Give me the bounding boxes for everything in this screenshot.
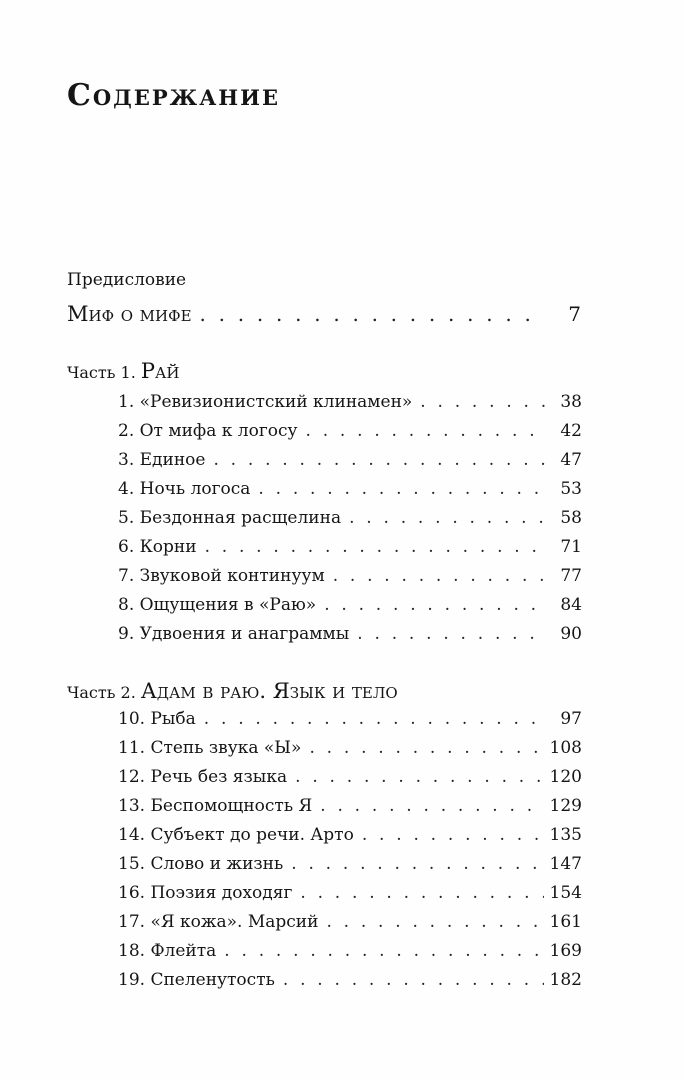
- toc-entry-title: 8. Ощущения в «Раю»: [118, 595, 317, 615]
- dot-leader: [357, 620, 546, 649]
- toc-entry-page: 71: [560, 537, 582, 557]
- toc-entry-title: 10. Рыба: [118, 709, 196, 729]
- toc-entry[interactable]: [118, 763, 582, 792]
- toc-entry-title: 4. Ночь логоса: [118, 479, 251, 499]
- toc-entry-page: 120: [549, 767, 582, 787]
- toc-entry-page: 169: [549, 941, 582, 961]
- toc-entry-page: 58: [560, 508, 582, 528]
- dot-leader: [204, 705, 546, 734]
- toc-entry[interactable]: [118, 475, 582, 504]
- toc-entry-title: Миф о мифе: [67, 302, 192, 326]
- toc-entry-title: 6. Корни: [118, 537, 197, 557]
- dot-leader: [324, 591, 546, 620]
- dot-leader: [213, 446, 546, 475]
- toc-entry[interactable]: [118, 908, 582, 937]
- toc-entry[interactable]: [118, 879, 582, 908]
- toc-entry-page: 129: [549, 796, 582, 816]
- dot-leader: [309, 734, 543, 763]
- dot-leader: [349, 504, 546, 533]
- toc-entry-page: 108: [549, 738, 582, 758]
- toc-entry-title: 17. «Я кожа». Марсий: [118, 912, 319, 932]
- dot-leader: [200, 300, 545, 329]
- part-heading-1: [67, 356, 179, 388]
- toc-entry[interactable]: [118, 446, 582, 475]
- part-label: Часть 2.: [67, 683, 136, 702]
- toc-entry-page: 47: [560, 450, 582, 470]
- toc-entry-page: 42: [560, 421, 582, 441]
- toc-entry[interactable]: [118, 591, 582, 620]
- toc-entry-page: 53: [560, 479, 582, 499]
- toc-entry-title: 19. Спеленутость: [118, 970, 275, 990]
- toc-entry-page: 182: [549, 970, 582, 990]
- toc-entry-title: 11. Степь звука «Ы»: [118, 738, 302, 758]
- toc-entry-title: 5. Бездонная расщелина: [118, 508, 342, 528]
- toc-entry-page: 161: [549, 912, 582, 932]
- toc-entry[interactable]: [118, 821, 582, 850]
- toc-entry[interactable]: [118, 937, 582, 966]
- dot-leader: [300, 879, 543, 908]
- toc-entry-page: 147: [549, 854, 582, 874]
- part-heading-2: [67, 676, 398, 708]
- dot-leader: [283, 966, 544, 995]
- toc-entry[interactable]: [118, 417, 582, 446]
- part-name: Адам в раю. Язык и тело: [140, 679, 398, 703]
- toc-entry-title: 14. Субъект до речи. Арто: [118, 825, 354, 845]
- toc-entry-title: 12. Речь без языка: [118, 767, 288, 787]
- toc-entry-title: 3. Единое: [118, 450, 206, 470]
- toc-entry[interactable]: [118, 388, 582, 417]
- dot-leader: [224, 937, 543, 966]
- preface-label: Предисловие: [67, 270, 187, 290]
- dot-leader: [295, 763, 543, 792]
- dot-leader: [320, 792, 543, 821]
- toc-entry-title: 9. Удвоения и анаграммы: [118, 624, 350, 644]
- toc-entry-preface[interactable]: [67, 300, 581, 329]
- toc-entry-title: 18. Флейта: [118, 941, 217, 961]
- toc-entry-title: 1. «Ревизионистский клинамен»: [118, 392, 413, 412]
- toc-entry-page: 97: [560, 709, 582, 729]
- dot-leader: [306, 417, 547, 446]
- toc-entry[interactable]: [118, 620, 582, 649]
- toc-entry-page: 77: [560, 566, 582, 586]
- page-title: Содержание: [67, 78, 280, 113]
- toc-entry-page: 84: [560, 595, 582, 615]
- toc-entry[interactable]: [118, 850, 582, 879]
- toc-entry[interactable]: [118, 705, 582, 734]
- toc-entry-page: 135: [549, 825, 582, 845]
- part-label: Часть 1.: [67, 363, 136, 382]
- toc-entry-title: 13. Беспомощность Я: [118, 796, 313, 816]
- toc-entry[interactable]: [118, 734, 582, 763]
- toc-entry-title: 2. От мифа к логосу: [118, 421, 298, 441]
- toc-entry-page: 38: [560, 392, 582, 412]
- dot-leader: [291, 850, 543, 879]
- toc-entry-title: 16. Поэзия доходяг: [118, 883, 293, 903]
- dot-leader: [326, 908, 543, 937]
- dot-leader: [362, 821, 544, 850]
- toc-entry-page: 7: [568, 302, 581, 326]
- dot-leader: [205, 533, 546, 562]
- toc-entry-page: 154: [549, 883, 582, 903]
- dot-leader: [333, 562, 546, 591]
- toc-entry[interactable]: [118, 562, 582, 591]
- part-name: Рай: [140, 359, 180, 383]
- toc-entry[interactable]: [118, 966, 582, 995]
- toc-entry-page: 90: [560, 624, 582, 644]
- toc-entry[interactable]: [118, 792, 582, 821]
- dot-leader: [258, 475, 546, 504]
- toc-entry-title: 15. Слово и жизнь: [118, 854, 284, 874]
- toc-entry[interactable]: [118, 504, 582, 533]
- toc-entry-title: 7. Звуковой континуум: [118, 566, 325, 586]
- toc-entry[interactable]: [118, 533, 582, 562]
- dot-leader: [420, 388, 546, 417]
